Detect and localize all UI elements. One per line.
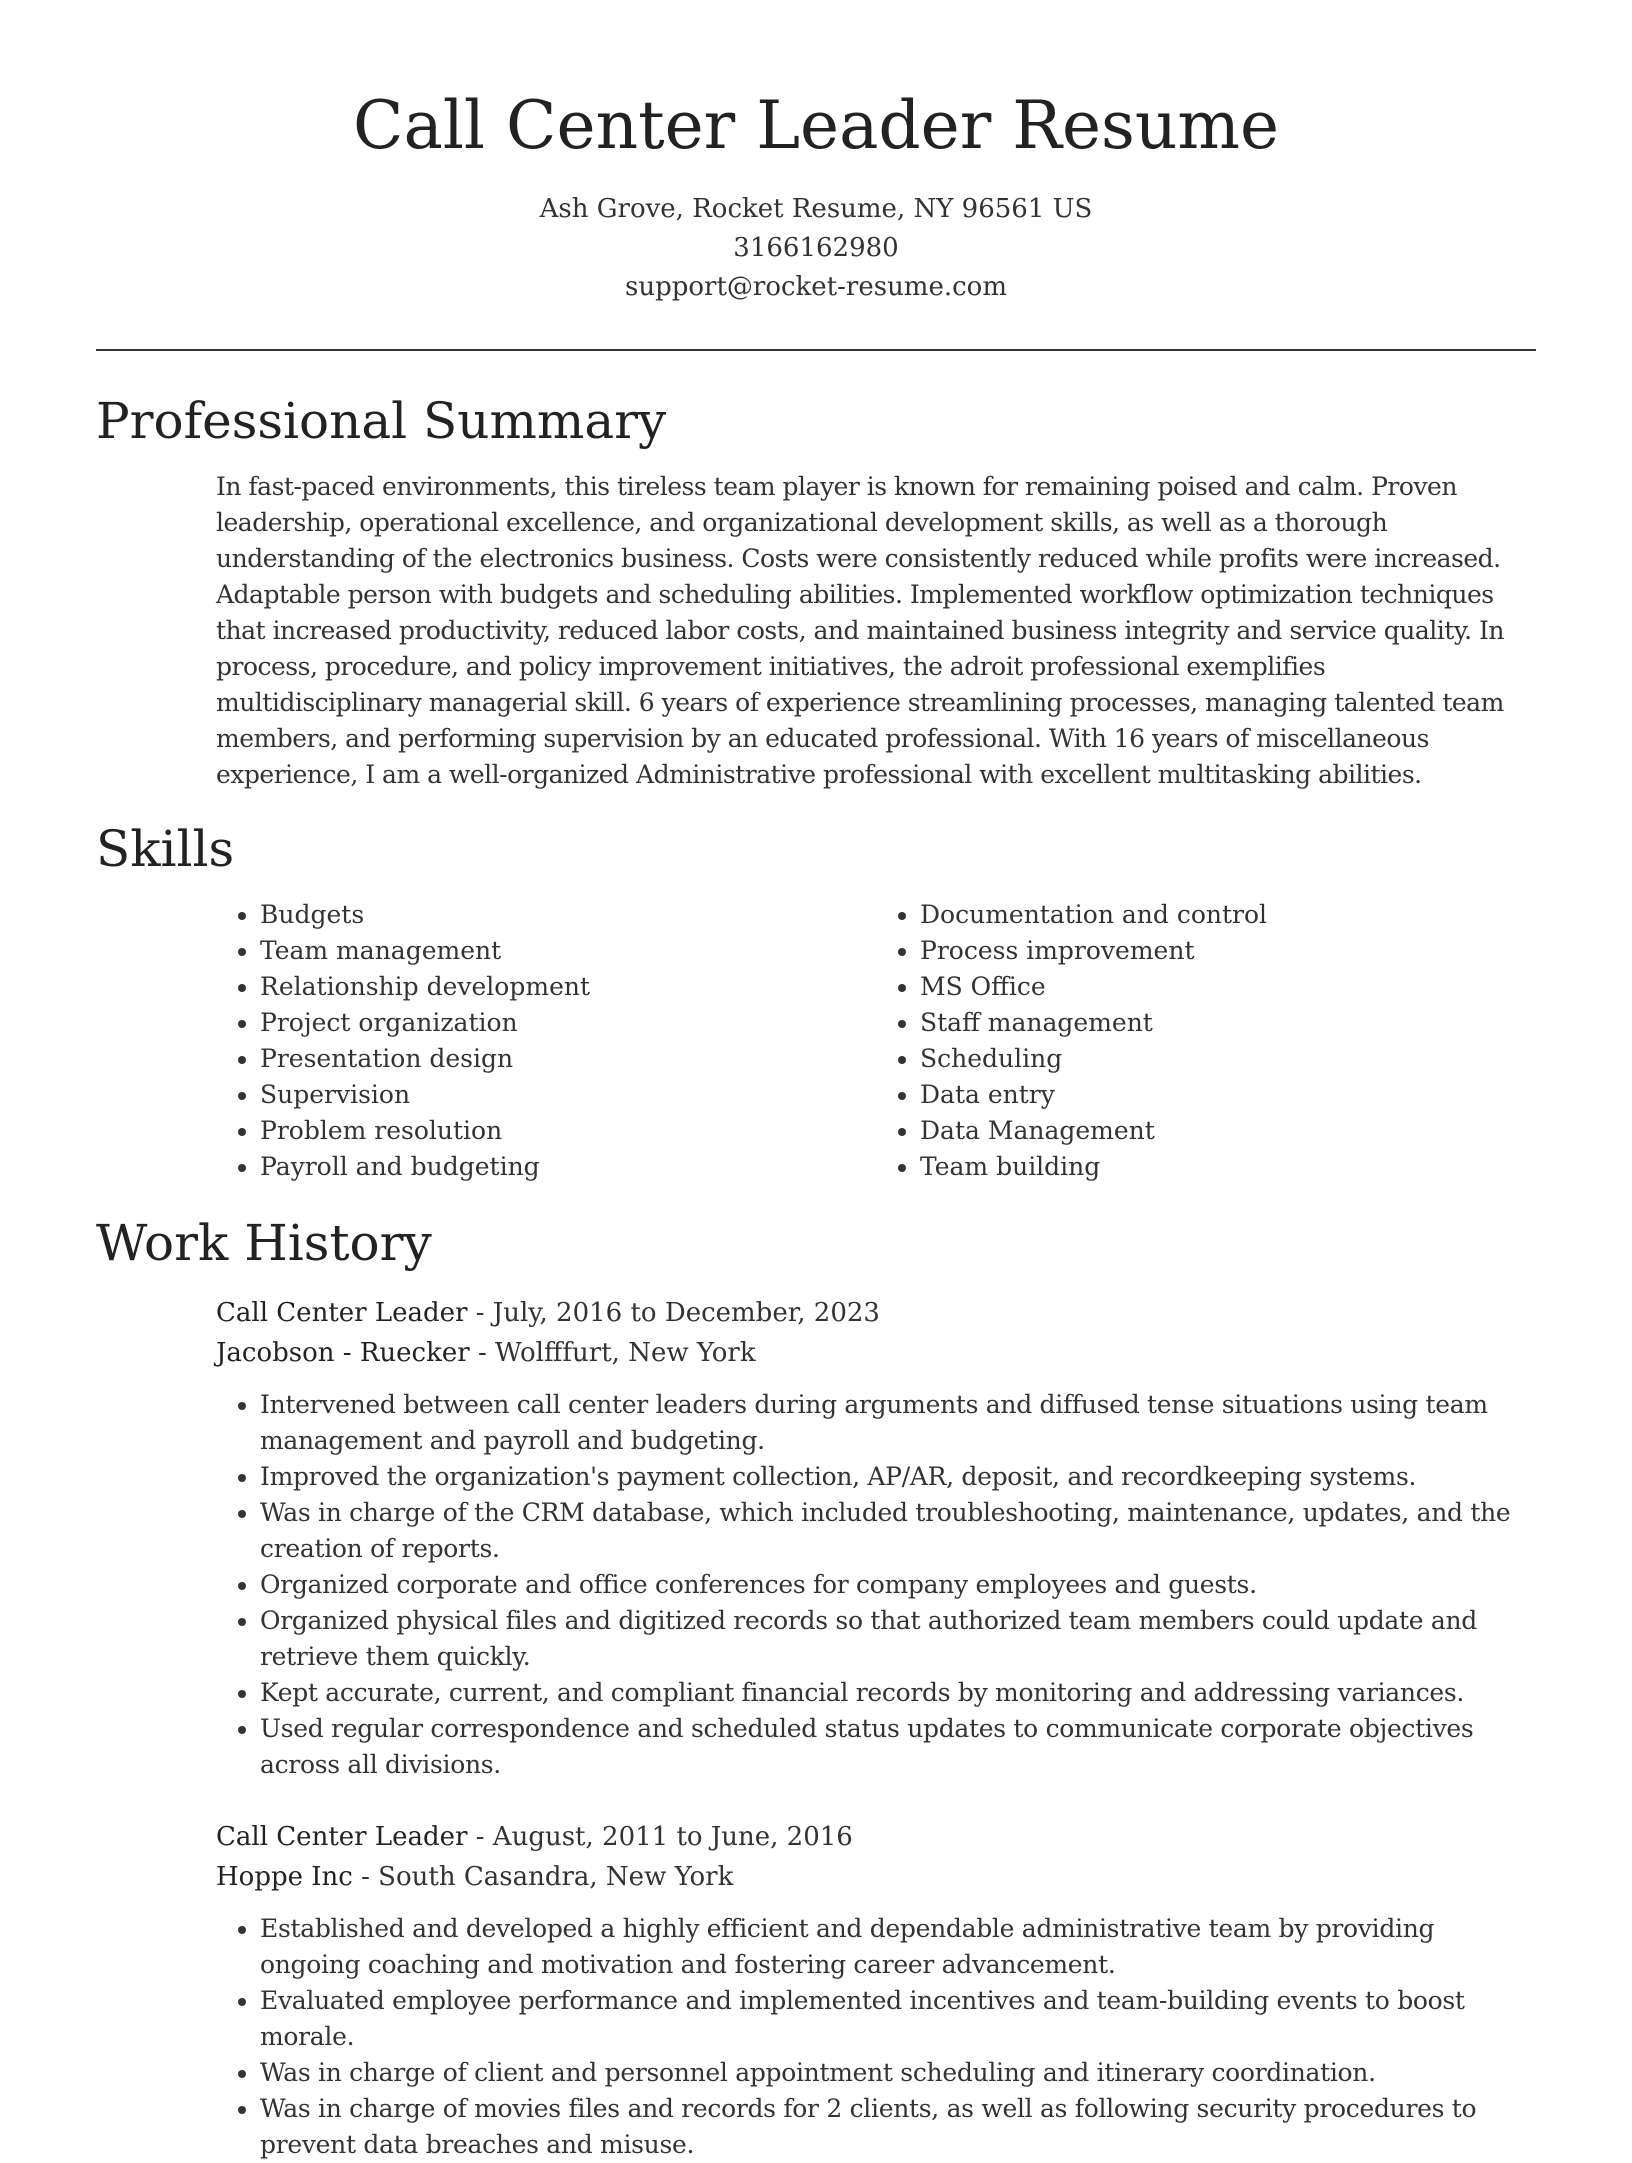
job-dates: July, 2016 to December, 2023 <box>492 1298 880 1328</box>
skills-list-right <box>876 897 1536 1185</box>
resume-header <box>96 0 1536 307</box>
skills-heading: Skills <box>96 820 235 878</box>
skills-list-left <box>216 897 876 1185</box>
job-role: Call Center Leader <box>216 1822 468 1852</box>
skill-item: • Budgets <box>260 897 876 933</box>
job-location: South Casandra, New York <box>378 1862 734 1892</box>
contact-address: Ash Grove, Rocket Resume, NY 96561 US <box>539 194 1093 224</box>
skill-item: • Documentation and control <box>920 897 1536 933</box>
resume-title: Call Center Leader Resume <box>352 87 1280 164</box>
job-role: Call Center Leader <box>216 1298 468 1328</box>
skill-item: • MS Office <box>920 969 1536 1005</box>
skill-item: • Team management <box>260 933 876 969</box>
job-bullet: • Established and developed a highly efficient and dependable administrative team by providing ongoing coaching and motivation and fostering career advancement. <box>260 1911 1536 1983</box>
job-bullet: • Organized corporate and office conferences for company employees and guests. <box>260 1567 1536 1603</box>
skill-item: • Data Management <box>920 1113 1536 1149</box>
skills-grid <box>216 897 1536 1185</box>
job-company-line: Jacobson - Ruecker - Wolfffurt, New York <box>216 1338 756 1368</box>
summary-paragraph: In fast-paced environments, this tireless team player is known for remaining poised and calm. Proven leadership, operational excellence, and organizational development skills, as well as a thorough understanding of the electronics business. Costs were consistently reduced while profits were increased. Adaptable person with budgets and scheduling abilities. Implemented workflow optimization techniques that increased productivity, reduced labor costs, and maintained business integrity and service quality. In process, procedure, and policy improvement initiatives, the adroit professional exemplifies multidisciplinary managerial skill. 6 years of experience streamlining processes, managing talented team members, and performing supervision by an educated professional. With 16 years of miscellaneous experience, I am a well-organized Administrative professional with excellent multitasking abilities. <box>216 472 1504 789</box>
skill-item: • Payroll and budgeting <box>260 1149 876 1185</box>
skill-item: • Scheduling <box>920 1041 1536 1077</box>
job-bullet: • Was in charge of movies files and records for 2 clients, as well as following security procedures to prevent data breaches and misuse. <box>260 2091 1536 2163</box>
job-bullet: • Evaluated employee performance and implemented incentives and team-building events to boost morale. <box>260 1983 1536 2055</box>
contact-email: support@rocket-resume.com <box>624 272 1007 302</box>
job-company: Hoppe Inc <box>216 1862 353 1892</box>
job-bullet: • Used regular correspondence and scheduled status updates to communicate corporate objectives across all divisions. <box>260 1711 1536 1783</box>
job-company: Jacobson - Ruecker <box>216 1338 470 1368</box>
skill-item: • Problem resolution <box>260 1113 876 1149</box>
job-bullets <box>216 1911 1536 2163</box>
skill-item: • Project organization <box>260 1005 876 1041</box>
job-bullet: • Intervened between call center leaders during arguments and diffused tense situations using team management and payroll and budgeting. <box>260 1387 1536 1459</box>
job-bullet: • Was in charge of client and personnel appointment scheduling and itinerary coordination. <box>260 2055 1536 2091</box>
contact-phone: 3166162980 <box>733 233 899 263</box>
skill-item: • Team building <box>920 1149 1536 1185</box>
job-bullet: • Improved the organization's payment collection, AP/AR, deposit, and recordkeeping systems. <box>260 1459 1536 1495</box>
job-entry <box>216 1817 1536 2163</box>
job-dates: August, 2011 to June, 2016 <box>492 1822 853 1852</box>
job-bullet: • Organized physical files and digitized records so that authorized team members could update and retrieve them quickly. <box>260 1603 1536 1675</box>
skill-item: • Staff management <box>920 1005 1536 1041</box>
job-bullet: • Was in charge of the CRM database, which included troubleshooting, maintenance, updates, and the creation of reports. <box>260 1495 1536 1567</box>
skill-item: • Presentation design <box>260 1041 876 1077</box>
job-bullet: • Kept accurate, current, and compliant financial records by monitoring and addressing variances. <box>260 1675 1536 1711</box>
work-history-heading: Work History <box>96 1214 432 1272</box>
skill-item: • Process improvement <box>920 933 1536 969</box>
header-divider <box>96 349 1536 351</box>
contact-block <box>96 190 1536 307</box>
job-title-line: Call Center Leader - July, 2016 to December, 2023 <box>216 1298 880 1328</box>
job-title-line: Call Center Leader - August, 2011 to June, 2016 <box>216 1822 853 1852</box>
skill-item: • Supervision <box>260 1077 876 1113</box>
resume-page <box>96 0 1536 2163</box>
job-entry <box>216 1293 1536 1783</box>
skill-item: • Data entry <box>920 1077 1536 1113</box>
job-bullets <box>216 1387 1536 1783</box>
job-location: Wolfffurt, New York <box>495 1338 756 1368</box>
skill-item: • Relationship development <box>260 969 876 1005</box>
summary-heading: Professional Summary <box>96 392 667 450</box>
job-company-line: Hoppe Inc - South Casandra, New York <box>216 1862 734 1892</box>
